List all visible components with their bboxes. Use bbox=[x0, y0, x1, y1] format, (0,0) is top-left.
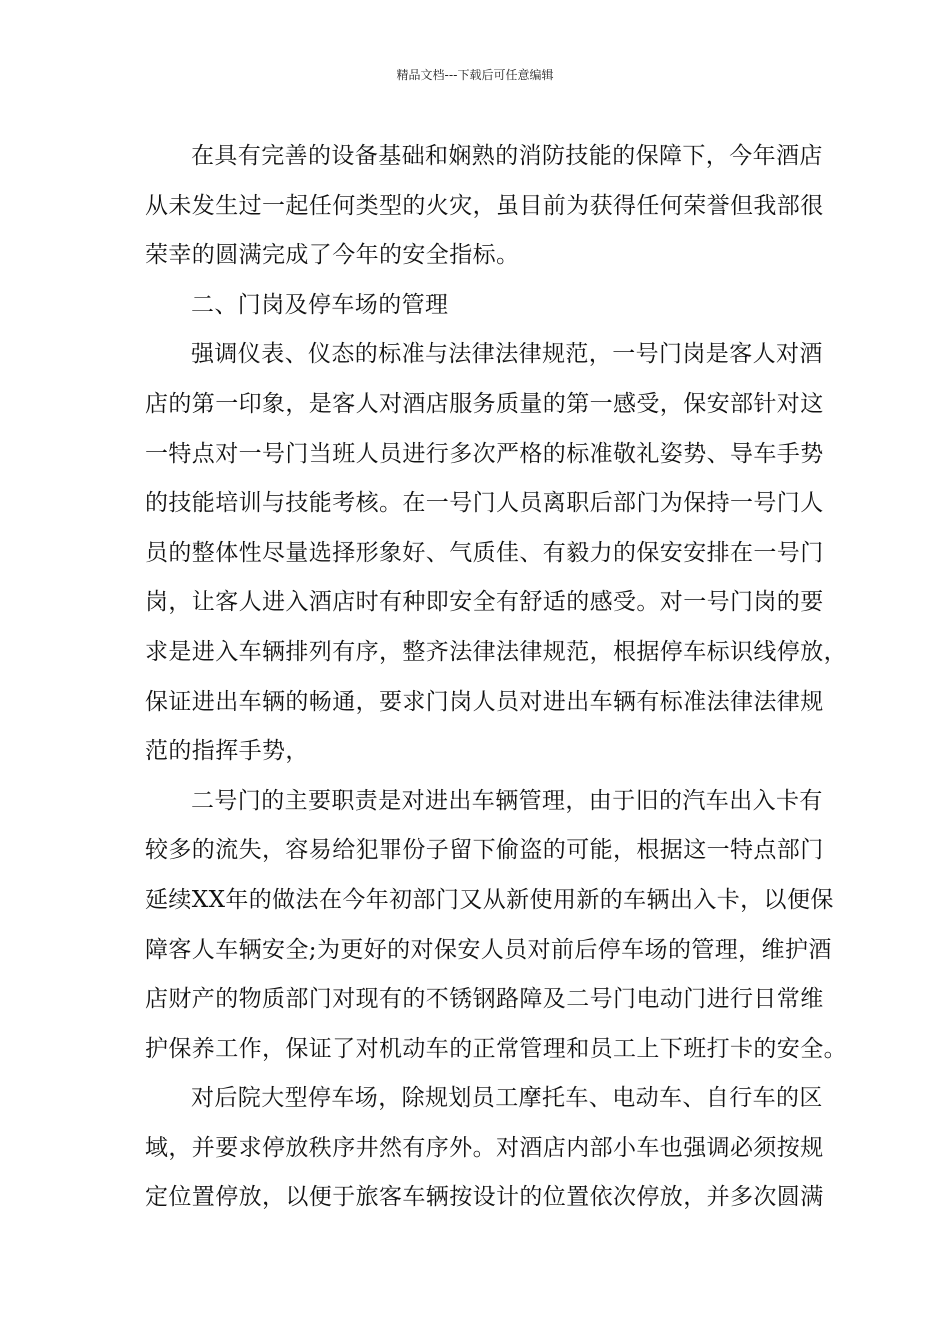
text-line: 求是进入车辆排列有序，整齐法律法律规范，根据停车标识线停放， bbox=[145, 638, 847, 665]
text-line: 店财产的物质部门对现有的不锈钢路障及二号门电动门进行日常维 bbox=[145, 986, 824, 1013]
text-line: 荣幸的圆满完成了今年的安全指标。 bbox=[145, 242, 520, 269]
text-line: 一特点对一号门当班人员进行多次严格的标准敬礼姿势、导车手势 bbox=[145, 440, 824, 467]
paragraph-rear-parking bbox=[145, 1074, 824, 1223]
text-line: 延续XX年的做法在今年初部门又从新使用新的车辆出入卡，以便保 bbox=[145, 886, 834, 913]
heading-text: 二、门岗及停车场的管理 bbox=[191, 291, 449, 318]
text-line: 岗，让客人进入酒店时有种即安全有舒适的感受。对一号门岗的要 bbox=[145, 589, 824, 616]
text-line: 护保养工作，保证了对机动车的正常管理和员工上下班打卡的安全。 bbox=[145, 1035, 847, 1062]
text-line: 从未发生过一起任何类型的火灾，虽目前为获得任何荣誉但我部很 bbox=[145, 192, 824, 219]
page-header: 精品文档---下载后可任意编辑 bbox=[396, 68, 554, 82]
text-line: 保证进出车辆的畅通，要求门岗人员对进出车辆有标准法律法律规 bbox=[145, 688, 824, 715]
text-line: 二号门的主要职责是对进出车辆管理，由于旧的汽车出入卡有 bbox=[191, 787, 823, 814]
document-body bbox=[145, 132, 847, 1223]
text-line: 障客人车辆安全;为更好的对保安人员对前后停车场的管理，维护酒 bbox=[145, 936, 832, 963]
text-line: 较多的流失，容易给犯罪份子留下偷盗的可能，根据这一特点部门 bbox=[145, 837, 824, 864]
text-line: 对后院大型停车场，除规划员工摩托车、电动车、自行车的区 bbox=[191, 1085, 823, 1112]
text-line: 范的指挥手势， bbox=[145, 738, 309, 765]
paragraph-gate-one bbox=[145, 330, 847, 776]
paragraph-fire-safety bbox=[145, 132, 824, 281]
text-line: 在具有完善的设备基础和娴熟的消防技能的保障下，今年酒店 bbox=[191, 143, 823, 169]
section-heading bbox=[145, 281, 819, 331]
text-line: 店的第一印象，是客人对酒店服务质量的第一感受，保安部针对这 bbox=[145, 390, 824, 417]
text-line: 强调仪表、仪态的标准与法律法律规范，一号门岗是客人对酒 bbox=[191, 341, 823, 368]
text-line: 定位置停放，以便于旅客车辆按设计的位置依次停放，并多次圆满 bbox=[145, 1184, 824, 1211]
text-line: 域，并要求停放秩序井然有序外。对酒店内部小车也强调必须按规 bbox=[145, 1134, 824, 1161]
paragraph-gate-two bbox=[145, 777, 847, 1075]
text-line: 员的整体性尽量选择形象好、气质佳、有毅力的保安安排在一号门 bbox=[145, 539, 824, 566]
text-line: 的技能培训与技能考核。在一号门人员离职后部门为保持一号门人 bbox=[145, 490, 824, 517]
